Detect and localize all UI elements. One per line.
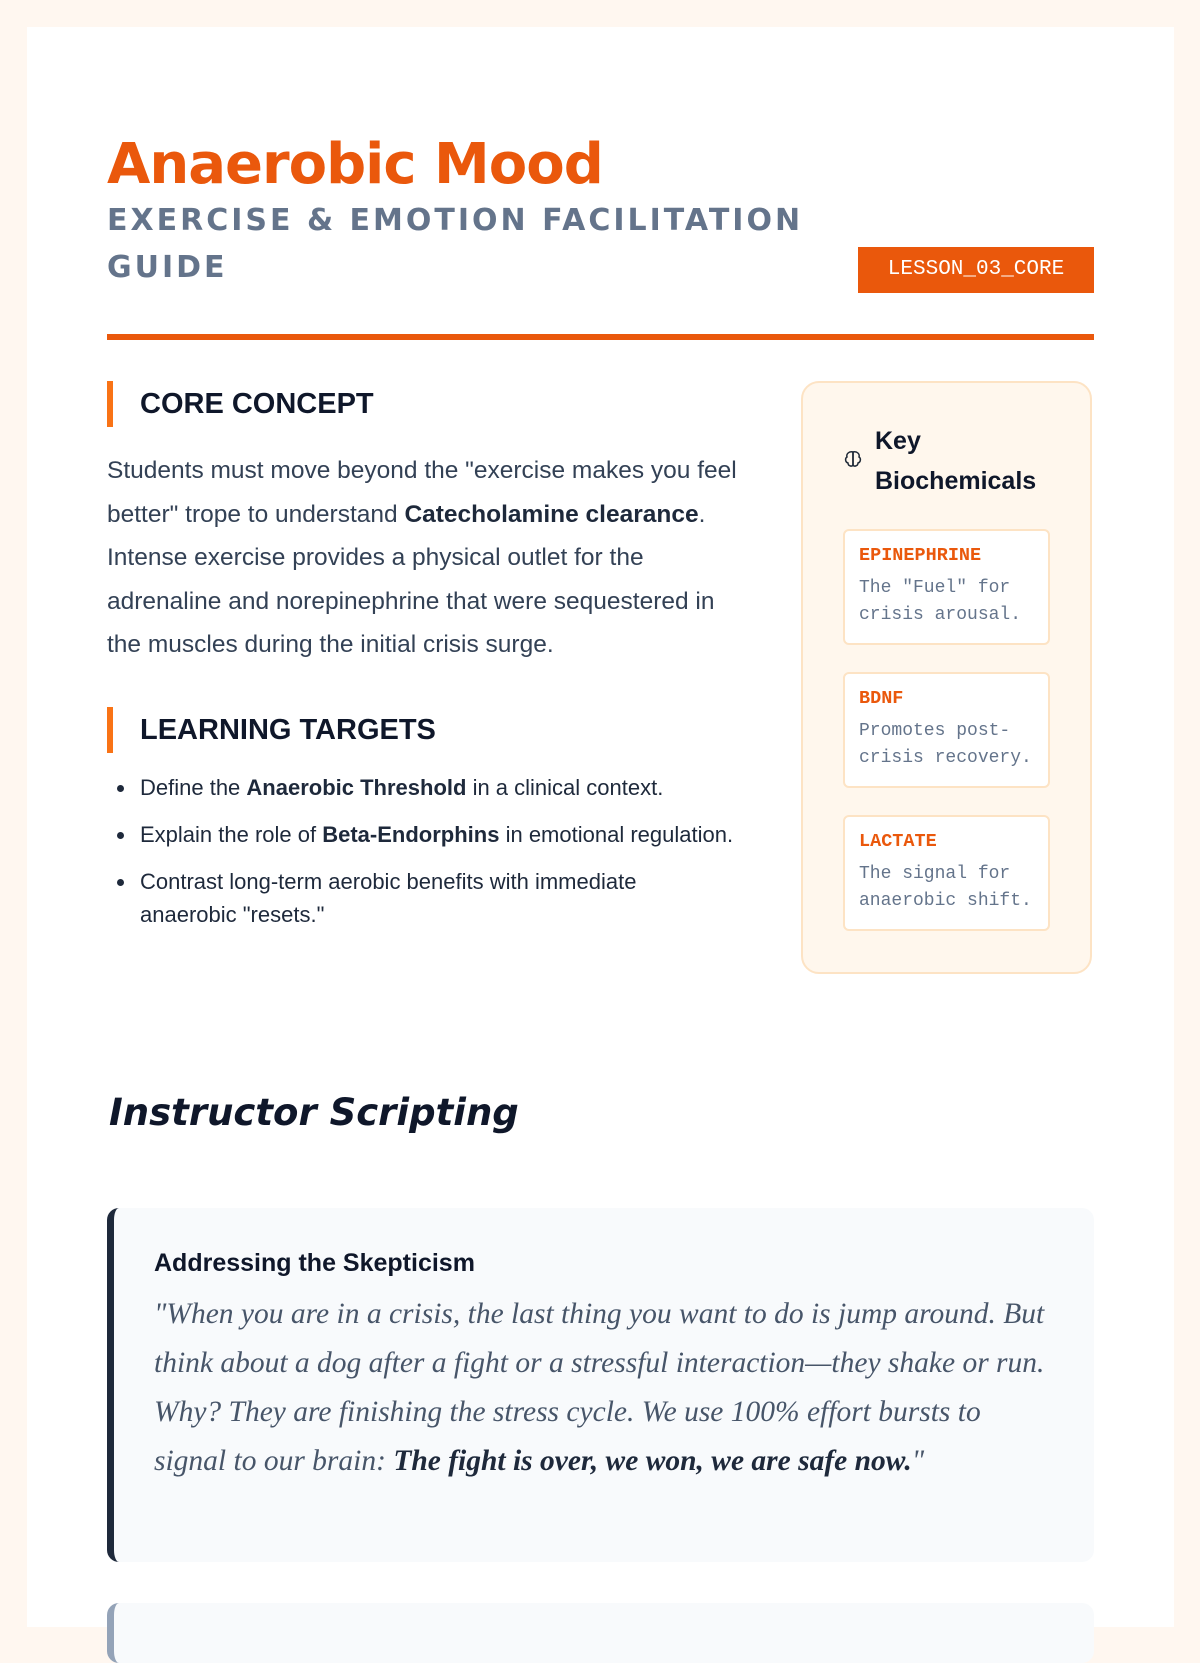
header-divider <box>107 334 1094 340</box>
page-title: Anaerobic Mood <box>107 132 603 197</box>
biochemical-card <box>843 529 1050 645</box>
core-concept-text-part2: . Intense exercise provides a physical outlet for the adrenaline and norepinephrine that were sequestered in the muscles during the initial crisis surge. <box>107 500 715 658</box>
document-page <box>27 27 1174 1627</box>
biochemical-description: The "Fuel" for crisis arousal. <box>859 578 1022 625</box>
biochemical-description: Promotes post-crisis recovery. <box>859 721 1032 768</box>
biochemical-card <box>843 672 1050 788</box>
instructor-scripting-heading: Instructor Scripting <box>109 1091 519 1134</box>
list-item-text: in a clinical context. <box>466 774 664 800</box>
script-card <box>107 1208 1094 1562</box>
script-card-title: Addressing the Skepticism <box>154 1249 475 1277</box>
core-concept-text-bold: Catecholamine clearance <box>404 500 699 528</box>
biochemical-description: The signal for anaerobic shift. <box>859 864 1032 911</box>
page-subtitle: EXERCISE & EMOTION FACILITATION GUIDE <box>107 203 804 285</box>
list-item-bold: Anaerobic Threshold <box>246 774 467 800</box>
list-item-text: in emotional regulation. <box>499 821 734 847</box>
learning-targets-list <box>107 771 737 931</box>
sidebar-header <box>843 421 1063 511</box>
key-biochemicals-panel <box>801 381 1092 974</box>
header <box>107 107 1094 342</box>
list-item <box>140 771 737 804</box>
list-item-text: Contrast long-term aerobic benefits with immediate anaerobic "resets." <box>140 868 637 927</box>
list-item <box>140 865 737 931</box>
main-column <box>107 381 737 945</box>
learning-targets-heading: LEARNING TARGETS <box>107 707 737 753</box>
script-quote-text: "When you are in a crisis, the last thing you want to do is jump around. But think about a dog after a fight or a stressful interaction—they shake or run. Why? They are finishing the stress cycle. We use 100% effort bursts to signal to our brain: <box>154 1298 1045 1477</box>
list-item-text: Define the <box>140 774 247 800</box>
core-concept-text <box>107 449 737 667</box>
list-item-bold: Beta-Endorphins <box>322 821 500 847</box>
biochemical-name: EPINEPHRINE <box>859 545 982 566</box>
list-item <box>140 818 737 851</box>
biochemical-name: LACTATE <box>859 831 937 852</box>
script-quote <box>154 1290 1054 1486</box>
sidebar-title: Key Biochemicals <box>875 427 1037 495</box>
script-quote-bold: The fight is over, we won, we are safe now. <box>393 1445 912 1477</box>
biochemical-name: BDNF <box>859 688 904 709</box>
biochemical-card <box>843 815 1050 931</box>
core-concept-text-part1: Students must move beyond the "exercise makes you feel better" trope to understand <box>107 457 737 528</box>
script-quote-end: " <box>911 1445 925 1477</box>
next-script-card <box>107 1603 1094 1663</box>
brain-icon <box>843 449 863 469</box>
lesson-badge: LESSON_03_CORE <box>858 247 1094 293</box>
list-item-text: Explain the role of <box>140 821 323 847</box>
core-concept-heading: CORE CONCEPT <box>107 381 737 427</box>
